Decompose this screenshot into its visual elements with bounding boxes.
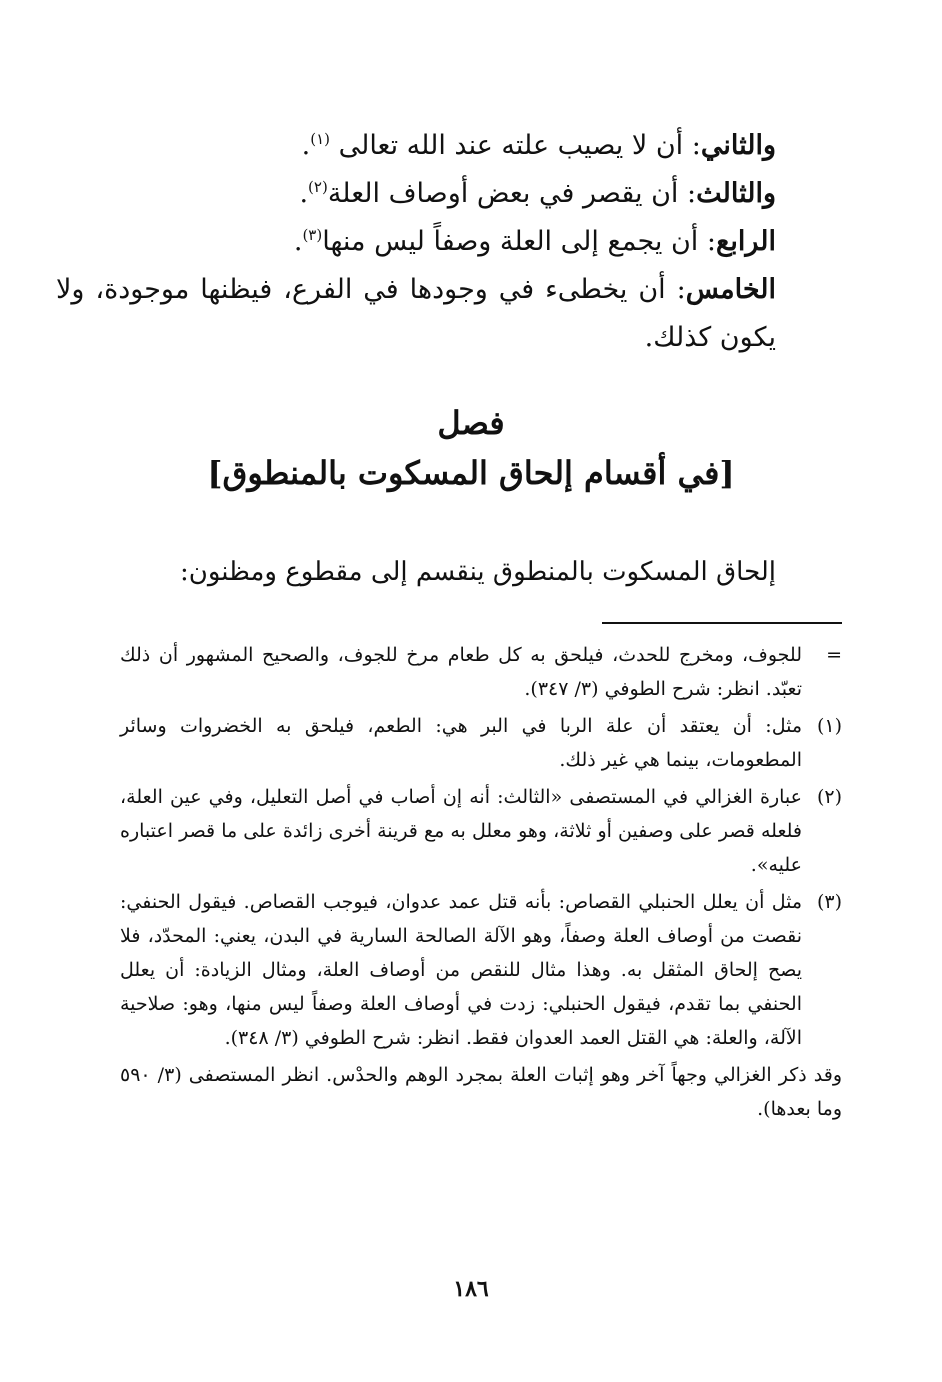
section-title: فصل bbox=[437, 404, 505, 442]
enumeration-term: والثالث bbox=[696, 178, 776, 209]
footnote-item bbox=[120, 780, 842, 882]
footnote-ref: (٢) bbox=[308, 178, 328, 196]
footnote-text: مثل أن يعلل الحنبلي القصاص: بأنه قتل عمد عدوان، فيوجب القصاص. فيقول الحنفي: نقصت من أوصاف العلة وصفاً، وهو الآلة الصالحة السارية في البدن، يعني: المحدّد، فلا يصح إلحاق المثقل به. وهذا مثال للنقص من أوصاف العلة، ومثال الزيادة: أن يعلل الحنفي بما تقدم، فيقول الحنبلي: زدت في أوصاف العلة وصفاً ليس منها، وهو: صلاحية الآلة، والعلة: هي القتل العمد العدوان فقط. انظر: شرح الطوفي (٣/ ٣٤٨). bbox=[120, 891, 802, 1049]
enumeration-term: الرابع bbox=[715, 226, 776, 257]
section-subtitle: [في أقسام إلحاق المسكوت بالمنطوق] bbox=[207, 454, 735, 492]
line-text: : أن يجمع إلى العلة وصفاً ليس منها bbox=[322, 226, 716, 257]
intro-paragraph: إلحاق المسكوت بالمنطوق ينقسم إلى مقطوع ومظنون: bbox=[180, 557, 776, 587]
footnote-separator bbox=[602, 622, 842, 624]
enumeration-term: الخامس bbox=[685, 274, 776, 305]
line-end: . bbox=[299, 178, 309, 209]
footnote-ref: (١) bbox=[310, 130, 330, 148]
body-line bbox=[56, 218, 776, 266]
line-end: . bbox=[301, 130, 311, 161]
footnotes bbox=[120, 638, 842, 1126]
footnote-continuation bbox=[120, 638, 842, 706]
footnote-marker: (٣) bbox=[816, 891, 842, 913]
continuation-marker: = bbox=[826, 644, 842, 666]
footnote-marker: (١) bbox=[816, 715, 842, 737]
line-end: . bbox=[293, 226, 303, 257]
main-text bbox=[56, 122, 776, 362]
footnote-text: مثل: أن يعتقد أن علة الربا في البر هي: الطعم، فيلحق به الخضروات وسائر المطعومات، بينما هي غير ذلك. bbox=[120, 715, 802, 771]
body-line bbox=[56, 170, 776, 218]
footnote-ref: (٣) bbox=[302, 226, 323, 244]
enumeration-term: والثاني bbox=[700, 130, 776, 161]
footnote-marker: (٢) bbox=[816, 786, 842, 808]
footnote-item bbox=[120, 885, 842, 1055]
line-text: : أن يقصر في بعض أوصاف العلة bbox=[327, 178, 697, 209]
body-line bbox=[56, 122, 776, 170]
line-text: : أن يخطىء في وجودها في الفرع، فيظنها موجودة، ولا يكون كذلك. bbox=[56, 274, 776, 353]
line-text: : أن لا يصيب علته عند الله تعالى bbox=[338, 130, 701, 161]
footnote-text: عبارة الغزالي في المستصفى «الثالث: أنه إن أصاب في أصل التعليل، وفي عين العلة، فلعله قصر على وصفين أو ثلاثة، وهو معلل به مع قرينة أخرى زائدة على ما قصر اعتباره عليه». bbox=[120, 786, 802, 876]
section-heading bbox=[0, 398, 942, 498]
footnote-item bbox=[120, 709, 842, 777]
footnote-addendum: وقد ذكر الغزالي وجهاً آخر وهو إثبات العلة بمجرد الوهم والحدْس. انظر المستصفى (٣/ ٥٩٠ وما بعدها). bbox=[120, 1064, 842, 1120]
body-line bbox=[56, 266, 776, 362]
footnote-text: للجوف، ومخرج للحدث، فيلحق به كل طعام مرخ للجوف، والصحيح المشهور أن ذلك تعبّد. انظر: شرح الطوفي (٣/ ٣٤٧). bbox=[120, 644, 802, 700]
page-number: ١٨٦ bbox=[453, 1276, 489, 1302]
